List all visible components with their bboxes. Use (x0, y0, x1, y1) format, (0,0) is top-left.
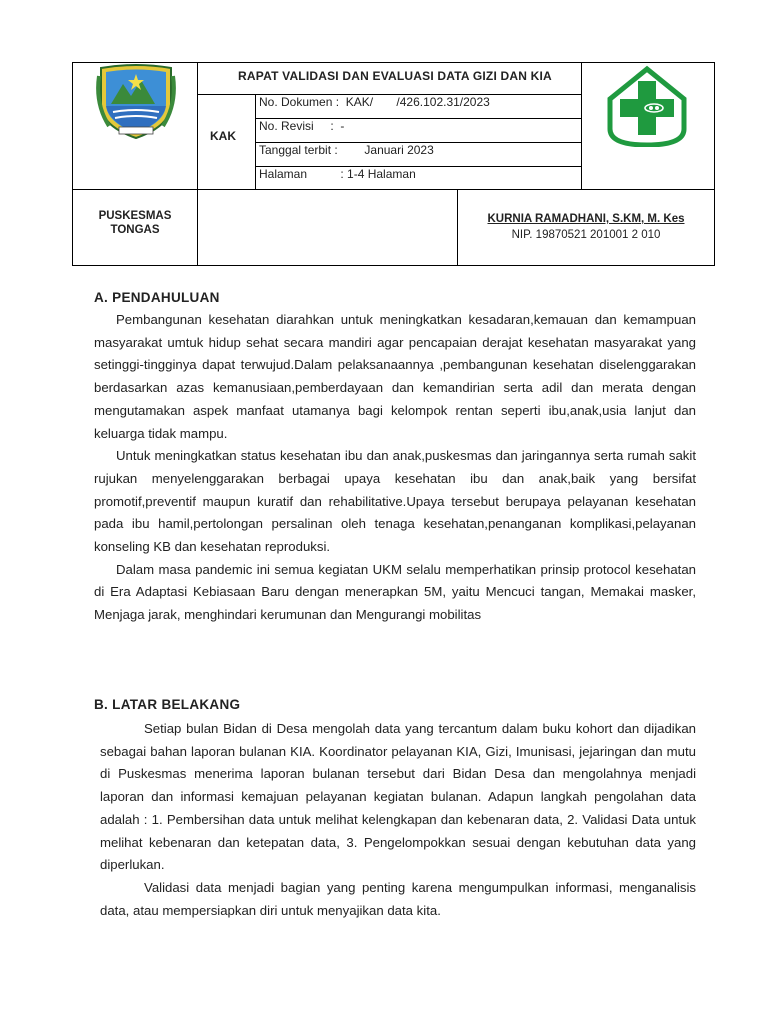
meta-value: : Januari 2023 (334, 143, 434, 157)
section-body (100, 718, 696, 922)
unit-name-line: TONGAS (110, 224, 160, 236)
paragraph: Pembangunan kesehatan diarahkan untuk meningkatkan kesadaran,kemauan dan kemampuan masyarakat umtuk hidup sehat secara mandiri agar pencapaian derajat kesehatan masyarakat yang setinggi-tingginya dapat terwujud.Dalam pelaksanaannya ,pembangunan kesehatan diselenggarakan berdasarkan azas kemanusiaan,pemberdayaan dan kemandirian serta adil dan merata dengan mengutamakan aspek manfaat utamanya bagi kelompok rentan seperti ibu,anak,usia lanjut dan keluarga tidak mampu. (94, 312, 696, 441)
meta-row (259, 143, 434, 157)
paragraph: Untuk meningkatkan status kesehatan ibu dan anak,puskesmas dan jaringannya serta rumah sakit rujukan menyelenggarakan berbagai upaya kesehatan ibu dan anak,baik yang bersifat promotif,preventif maupun kuratif dan rehabilitative.Upaya tersebut berupaya pelayanan kesehatan pada ibu hamil,pertolongan persalinan oleh tenaga kesehatan,penanganan komplikasi,pelayanan konseling KB dan kesehatan reproduksi. (94, 448, 696, 555)
meta-label: No. Dokumen (259, 95, 333, 109)
regency-crest-logo (93, 64, 179, 140)
paragraph: Validasi data menjadi bagian yang penting karena mengumpulkan informasi, menganalisis data, atau mempersiapkan diri untuk menyajikan data kita. (100, 879, 696, 918)
meta-value: : - (330, 119, 345, 133)
signer-nip: NIP. 19870521 201001 2 010 (511, 229, 661, 241)
paragraph: Dalam masa pandemic ini semua kegiatan UKM selalu memperhatikan prinsip protocol kesehatan di Era Adaptasi Kebiasaan Baru dengan menerapkan 5M, yaitu Mencuci tangan, Memakai masker, Menjaga jarak, menghindari kerumunan dan Mengurangi mobilitas (94, 561, 696, 623)
meta-label: Halaman (259, 167, 308, 181)
document-type-label: KAK (210, 129, 236, 143)
meta-row (259, 95, 490, 109)
meta-label: Tanggal terbit (259, 143, 332, 157)
meta-value: : KAK/ /426.102.31/2023 (335, 95, 490, 109)
section-body (94, 309, 696, 627)
meta-label: No. Revisi (259, 119, 314, 133)
meta-row (259, 119, 344, 133)
unit-name-line: PUSKESMAS (98, 210, 172, 222)
document-title: RAPAT VALIDASI DAN EVALUASI DATA GIZI DAN KIA (238, 69, 552, 83)
unit-name (73, 209, 197, 237)
meta-row (259, 167, 416, 181)
section-heading: B. LATAR BELAKANG (94, 697, 241, 712)
document-header-table (72, 62, 715, 266)
section-heading: A. PENDAHULUAN (94, 290, 220, 305)
meta-value: : 1-4 Halaman (340, 167, 416, 181)
paragraph: Setiap bulan Bidan di Desa mengolah data yang tercantum dalam buku kohort dan dijadikan sebagai bahan laporan bulanan KIA. Koordinator pelayanan KIA, Gizi, Imunisasi, jejaringan dan mutu di Puskesmas menerima laporan bulanan tersebut dari Bidan Desa dan mengolahnya menjadi laporan dan informasi kemajuan pelayanan kegiatan bulanan. Adapun langkah pengolahan data adalah : 1. Pembersihan data untuk melihat kelengkapan dan kebenaran data, 2. Validasi Data untuk melihat kebenaran dan ketepatan data, 3. Pengelompokkan sesuai dengan kebutuhan data yang diperlukan. (100, 721, 696, 873)
signer-name: KURNIA RAMADHANI, S.KM, M. Kes (487, 213, 685, 225)
puskesmas-logo (604, 65, 690, 147)
